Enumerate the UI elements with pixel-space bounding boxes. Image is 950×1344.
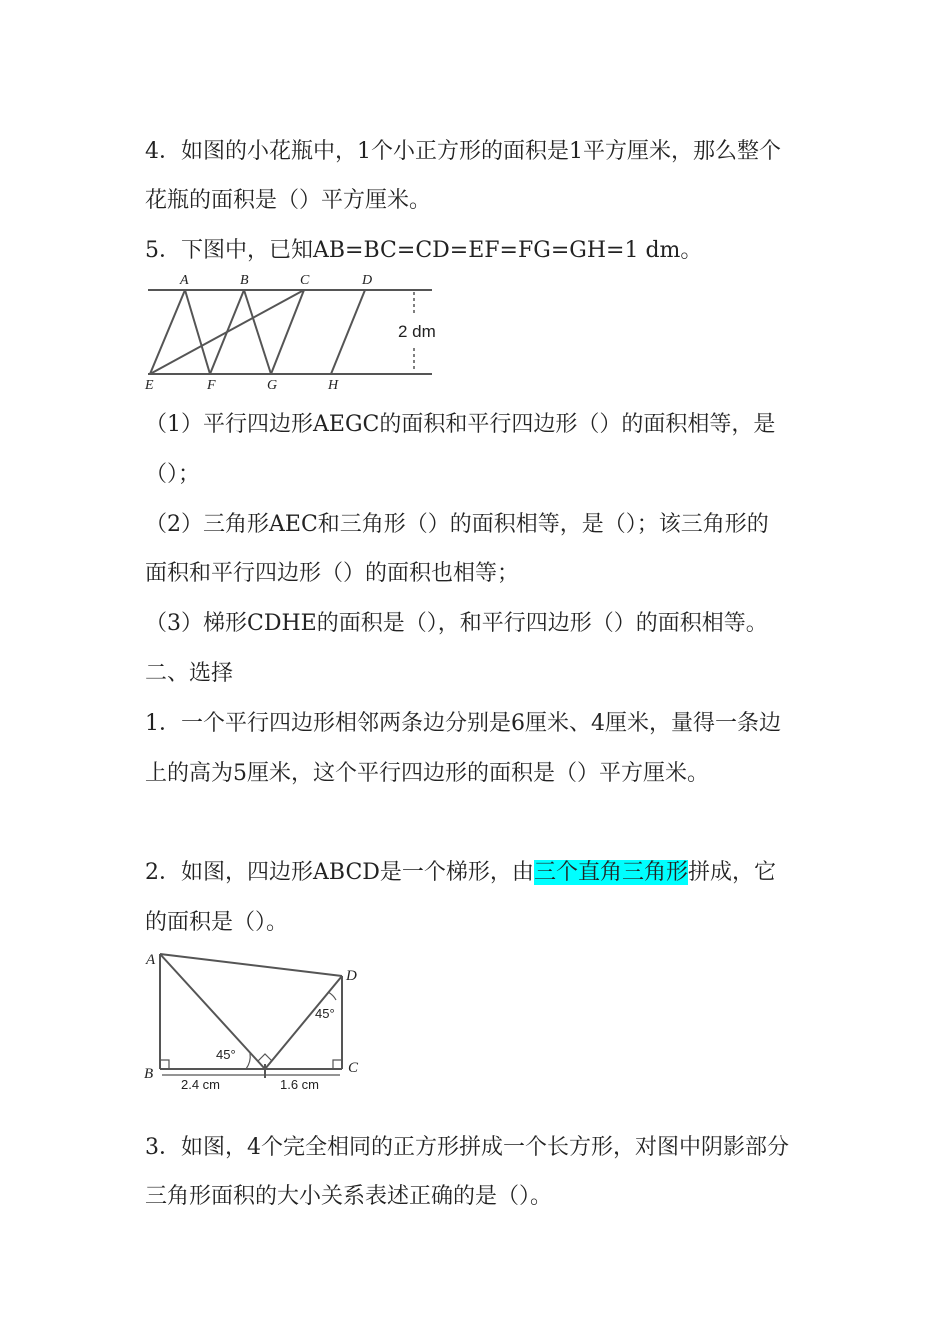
- c1-line-2: 上的高为5厘米，这个平行四边形的面积是（）平方厘米。: [145, 761, 709, 786]
- q5-sub3: （3）梯形CDHE的面积是（），和平行四边形（）的面积相等。: [145, 611, 768, 636]
- label-f: F: [207, 378, 216, 392]
- highlighted-phrase: 三个直角三角形: [533, 860, 688, 885]
- q5-sub1-line-2: （）；: [145, 462, 201, 487]
- label-h: H: [328, 378, 339, 392]
- angle-label-bottom: 45°: [216, 1047, 236, 1062]
- section-2-title: 二、选择: [145, 661, 234, 686]
- label-g: G: [267, 378, 278, 392]
- vertex-c: C: [348, 1060, 359, 1076]
- length-bottom-left: 2.4 cm: [181, 1077, 221, 1092]
- trapezoid-figure: [140, 944, 370, 1094]
- length-bottom-right: 1.6 cm: [280, 1077, 320, 1092]
- vertex-a: A: [146, 952, 156, 968]
- q4-line-2: 花瓶的面积是（）平方厘米。: [145, 188, 432, 213]
- c1-line-1: 1．一个平行四边形相邻两条边分别是6厘米、4厘米，量得一条边: [145, 711, 781, 736]
- q5-intro: 5．下图中，已知AB=BC=CD=EF=FG=GH=1 dm。: [145, 238, 703, 263]
- c2-line-1: [145, 858, 776, 888]
- c2-line-2: 的面积是（）。: [145, 910, 289, 935]
- label-e: E: [145, 378, 154, 392]
- parallel-lines-figure: [140, 268, 450, 392]
- q4-line-1: 4．如图的小花瓶中，1个小正方形的面积是1平方厘米，那么整个: [145, 139, 781, 164]
- vertex-b: B: [144, 1066, 154, 1082]
- c3-line-2: 三角形面积的大小关系表述正确的是（）。: [145, 1184, 553, 1209]
- q5-sub2-line-1: （2）三角形AEC和三角形（）的面积相等，是（）；该三角形的: [145, 512, 769, 537]
- vertex-d: D: [346, 968, 357, 984]
- angle-label-top: 45°: [315, 1006, 335, 1021]
- c3-line-1: 3．如图，4个完全相同的正方形拼成一个长方形，对图中阴影部分: [145, 1135, 789, 1160]
- q5-sub2-line-2: 面积和平行四边形（）的面积也相等；: [145, 561, 520, 586]
- label-d: D: [362, 273, 373, 288]
- height-label: 2 dm: [398, 322, 436, 341]
- c2-line-1-end: 拼成，它: [687, 860, 776, 885]
- label-c: C: [300, 273, 310, 288]
- c2-line-1-start: 2．如图，四边形ABCD是一个梯形，由: [145, 860, 534, 885]
- label-a: A: [180, 273, 189, 288]
- label-b: B: [240, 273, 249, 288]
- q5-sub1-line-1: （1）平行四边形AEGC的面积和平行四边形（）的面积相等，是: [145, 412, 776, 437]
